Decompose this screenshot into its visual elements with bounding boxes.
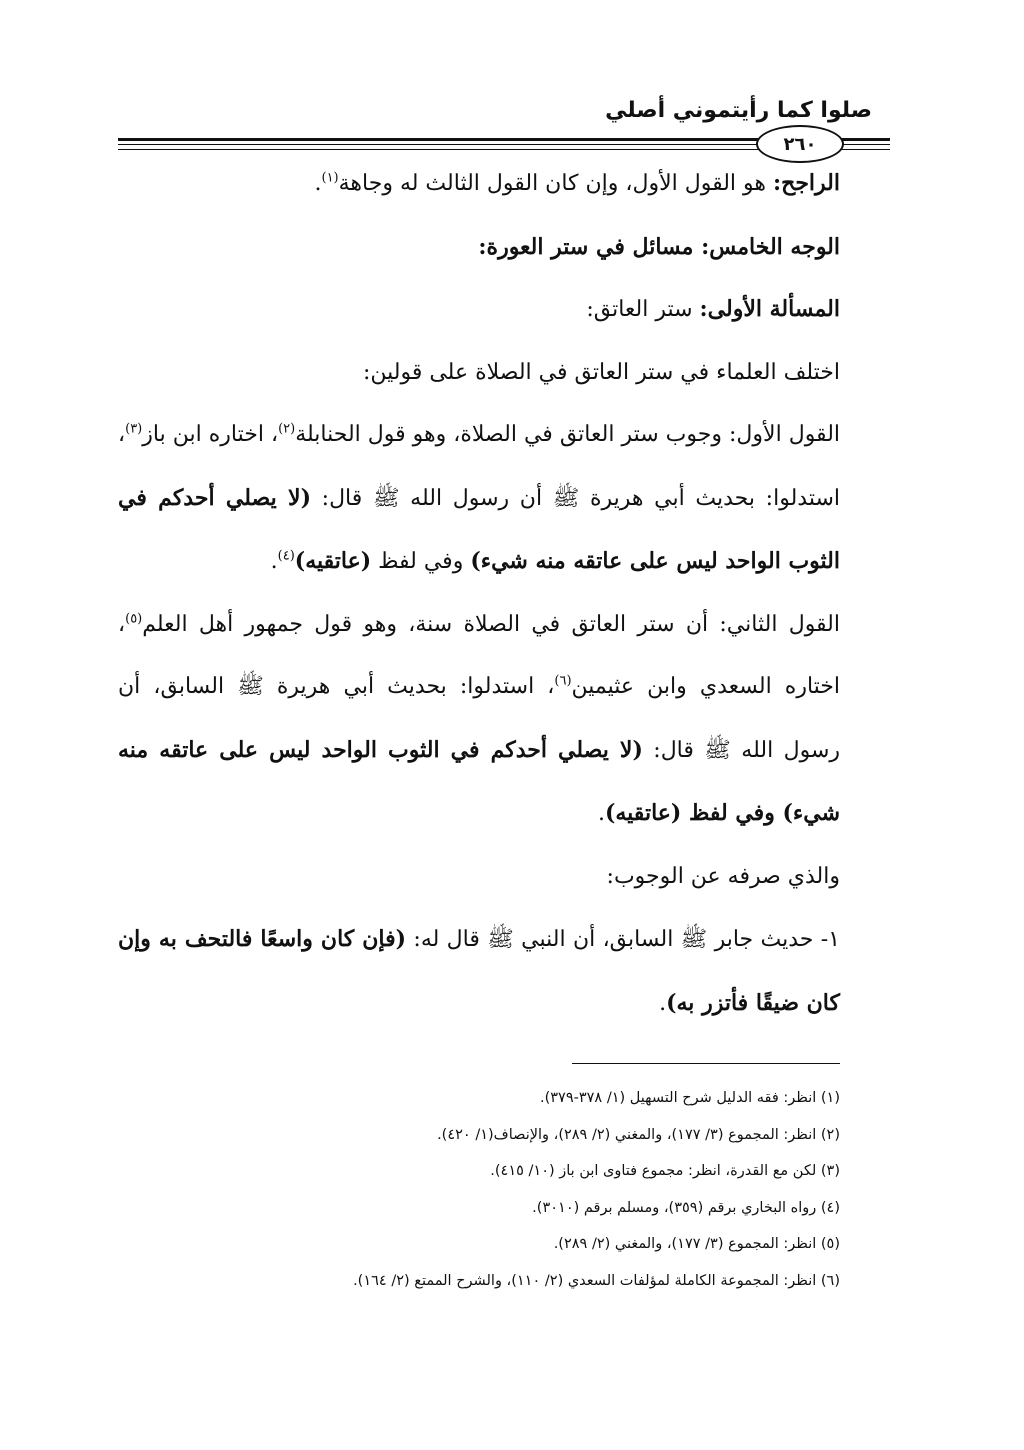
issue-label: المسألة الأولى: [699,296,840,322]
hadith-quote: (عاتقيه) [294,548,372,574]
paragraph-jabir [118,908,840,1035]
footnote-ref: (٤) [277,548,295,564]
issue-heading [118,278,840,342]
punctuation: . [597,801,605,826]
footnote-ref: (١) [321,170,339,186]
text-run: ١- حديث جابر ﷺ السابق، أن النبي ﷺ قال له: [406,927,840,952]
paragraph-first-opinion [118,404,840,594]
footnote: (٤) رواه البخاري برقم (٣٥٩)، ومسلم برقم (٣٠١٠). [532,1199,840,1216]
hadith-quote: (لا يصلي أحدكم في الثوب الواحد ليس على عاتقه منه شيء) [118,484,840,574]
paragraph-second-opinion [118,594,840,846]
rajih-text: هو القول الأول، وإن كان القول الثالث له وجاهة [338,171,773,196]
punctuation: . [270,549,278,574]
paragraph-disagreement: اختلف العلماء في ستر العاتق في الصلاة على قولين: [362,359,840,385]
main-text [118,152,840,1035]
paragraph-rajih [118,152,840,216]
footnote: (٢) انظر: المجموع (٣/ ١٧٧)، والمغني (٢/ ٢٨٩)، والإنصاف(١/ ٤٢٠). [437,1126,840,1143]
punctuation: . [314,171,322,196]
page-number: ٢٦٠ [756,125,844,163]
section-heading: الوجه الخامس: مسائل في ستر العورة: [478,233,840,260]
text-run: وفي لفظ [371,549,471,574]
footnote-ref: (٦) [554,673,572,689]
text-run: ، اختاره ابن باز [142,422,279,447]
rajih-label: الراجح: [773,170,840,196]
punctuation: . [659,990,667,1016]
footnote-ref: (٣) [125,421,143,437]
footnote-separator [572,1063,840,1064]
text-run: ، استدلوا: بحديث أبي هريرة ﷺ السابق، أن رسول الله ﷺ قال: [118,674,840,763]
text-run: القول الأول: وجوب ستر العاتق في الصلاة، وهو قول الحنابلة [295,422,841,447]
footnote: (٣) لكن مع القدرة، انظر: مجموع فتاوى ابن باز (١٠/ ٤١٥). [490,1163,840,1179]
footnotes [118,1080,840,1299]
footnote-ref: (٢) [278,421,296,437]
hadith-quote: (فإن كان واسعًا فالتحف به وإن كان ضيقًا فأتزر به) [118,926,840,1016]
text-run: القول الثاني: أن ستر العاتق في الصلاة سنة، وهو قول جمهور أهل العلم [142,611,840,637]
hadith-quote: (لا يصلي أحدكم في الثوب الواحد ليس على عاتقه منه شيء) وفي لفظ (عاتقيه) [118,736,840,826]
running-title: صلوا كما رأيتموني أصلي [605,98,872,123]
footnote: (٦) انظر: المجموعة الكاملة لمؤلفات السعدي (٢/ ١١٠)، والشرح الممتع (٢/ ١٦٤). [353,1272,840,1289]
issue-text: ستر العاتق: [586,297,700,322]
paragraph-reason: والذي صرفه عن الوجوب: [606,863,840,889]
footnote: (١) انظر: فقه الدليل شرح التسهيل (١/ ٣٧٨-٣٧٩). [539,1090,840,1106]
footnote: (٥) انظر: المجموع (٣/ ١٧٧)، والمغني (٢/ ٢٨٩). [553,1236,840,1252]
footnote-ref: (٥) [125,611,143,627]
text-run: ، اختاره السعدي وابن عثيمين [118,611,840,699]
text-run: ، استدلوا: بحديث أبي هريرة ﷺ أن رسول الله ﷺ قال: [118,422,840,511]
